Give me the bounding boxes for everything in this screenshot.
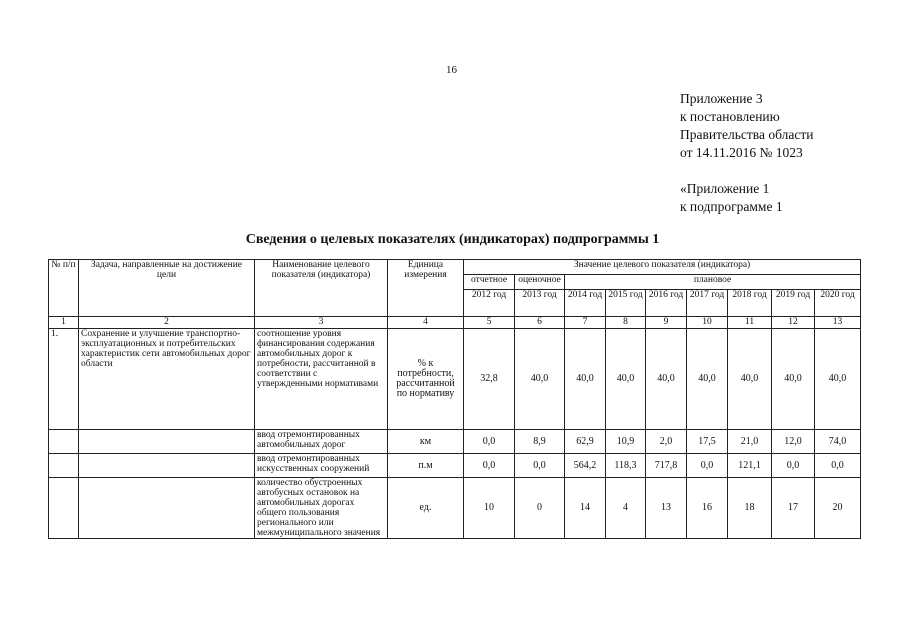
header-estimated: оценочное: [515, 275, 565, 290]
row-value: 40,0: [728, 329, 772, 430]
table-row: [49, 430, 861, 454]
appendix-line: Правительства области: [680, 127, 814, 142]
header-year: 2016 год: [646, 290, 687, 317]
header-year: 2020 год: [815, 290, 861, 317]
column-number: 13: [815, 317, 861, 329]
row-num: 1.: [49, 329, 79, 430]
header-year: 2015 год: [606, 290, 646, 317]
column-number: 11: [728, 317, 772, 329]
row-indicator: ввод отремонтированных искусственных сооружений: [255, 454, 388, 478]
table-row: [49, 329, 861, 430]
row-value: 40,0: [646, 329, 687, 430]
appendix-line: Приложение 3: [680, 91, 763, 106]
row-value: 21,0: [728, 430, 772, 454]
row-value: 12,0: [772, 430, 815, 454]
appendix-line: к постановлению: [680, 109, 780, 124]
row-value: 40,0: [515, 329, 565, 430]
header-task: Задача, направленные на достижение цели: [79, 260, 255, 317]
row-value: 10,9: [606, 430, 646, 454]
row-value: 16: [687, 478, 728, 539]
document-title: Сведения о целевых показателях (индикаторах) подпрограммы 1: [245, 232, 660, 247]
header-year: 2014 год: [565, 290, 606, 317]
column-number: 1: [49, 317, 79, 329]
header-reported: отчетное: [464, 275, 515, 290]
header-year: 2012 год: [464, 290, 515, 317]
header-indicator: Наименование целевого показателя (индикатора): [255, 260, 388, 317]
table-row: [49, 454, 861, 478]
row-task: [79, 454, 255, 478]
row-value: 40,0: [606, 329, 646, 430]
column-number: 3: [255, 317, 388, 329]
header-value: Значение целевого показателя (индикатора): [464, 260, 861, 275]
row-value: 32,8: [464, 329, 515, 430]
row-unit: % к потребности, рассчитанной по нормативу: [388, 329, 464, 430]
row-value: 14: [565, 478, 606, 539]
row-num: [49, 430, 79, 454]
row-value: 118,3: [606, 454, 646, 478]
appendix-line: от 14.11.2016 № 1023: [680, 145, 803, 160]
header-year: 2019 год: [772, 290, 815, 317]
row-indicator: количество обустроенных автобусных остановок на автомобильных дорогах общего пользования регионального или межмуниципального значения: [255, 478, 388, 539]
column-number: 7: [565, 317, 606, 329]
row-value: 0,0: [772, 454, 815, 478]
row-value: 10: [464, 478, 515, 539]
row-value: 0,0: [464, 430, 515, 454]
row-value: 8,9: [515, 430, 565, 454]
row-value: 40,0: [815, 329, 861, 430]
row-value: 0,0: [815, 454, 861, 478]
appendix-sub-line: к подпрограмме 1: [680, 199, 783, 214]
appendix-block: [680, 90, 813, 216]
column-number: 5: [464, 317, 515, 329]
row-value: 62,9: [565, 430, 606, 454]
row-unit: п.м: [388, 454, 464, 478]
row-value: 0,0: [515, 454, 565, 478]
column-number: 8: [606, 317, 646, 329]
row-value: 121,1: [728, 454, 772, 478]
header-year: 2013 год: [515, 290, 565, 317]
header-unit: Единица измерения: [388, 260, 464, 317]
column-number: 10: [687, 317, 728, 329]
row-value: 0: [515, 478, 565, 539]
row-value: 2,0: [646, 430, 687, 454]
row-task: Сохранение и улучшение транспортно-эксплуатационных и потребительских характеристик сети автомобильных дорог области: [79, 329, 255, 430]
column-number: 9: [646, 317, 687, 329]
row-value: 40,0: [772, 329, 815, 430]
header-num: № п/п: [49, 260, 79, 317]
row-value: 717,8: [646, 454, 687, 478]
row-value: 17: [772, 478, 815, 539]
row-value: 564,2: [565, 454, 606, 478]
row-task: [79, 478, 255, 539]
row-value: 4: [606, 478, 646, 539]
row-value: 0,0: [464, 454, 515, 478]
row-value: 17,5: [687, 430, 728, 454]
row-value: 40,0: [687, 329, 728, 430]
page-number: 16: [446, 64, 457, 76]
column-number: 4: [388, 317, 464, 329]
row-value: 74,0: [815, 430, 861, 454]
row-task: [79, 430, 255, 454]
row-num: [49, 478, 79, 539]
row-unit: ед.: [388, 478, 464, 539]
header-year: 2017 год: [687, 290, 728, 317]
table-row: [49, 478, 861, 539]
row-value: 13: [646, 478, 687, 539]
column-number: 12: [772, 317, 815, 329]
appendix-sub-line: «Приложение 1: [680, 181, 770, 196]
row-indicator: ввод отремонтированных автомобильных дорог: [255, 430, 388, 454]
row-value: 0,0: [687, 454, 728, 478]
row-num: [49, 454, 79, 478]
row-indicator: соотношение уровня финансирования содержания автомобильных дорог к потребности, рассчитанной в соответствии с утвержденными нормативами: [255, 329, 388, 430]
indicators-table: [48, 259, 861, 539]
row-unit: км: [388, 430, 464, 454]
header-planned: плановое: [565, 275, 861, 290]
row-value: 20: [815, 478, 861, 539]
row-value: 40,0: [565, 329, 606, 430]
column-number: 2: [79, 317, 255, 329]
row-value: 18: [728, 478, 772, 539]
header-year: 2018 год: [728, 290, 772, 317]
column-number: 6: [515, 317, 565, 329]
